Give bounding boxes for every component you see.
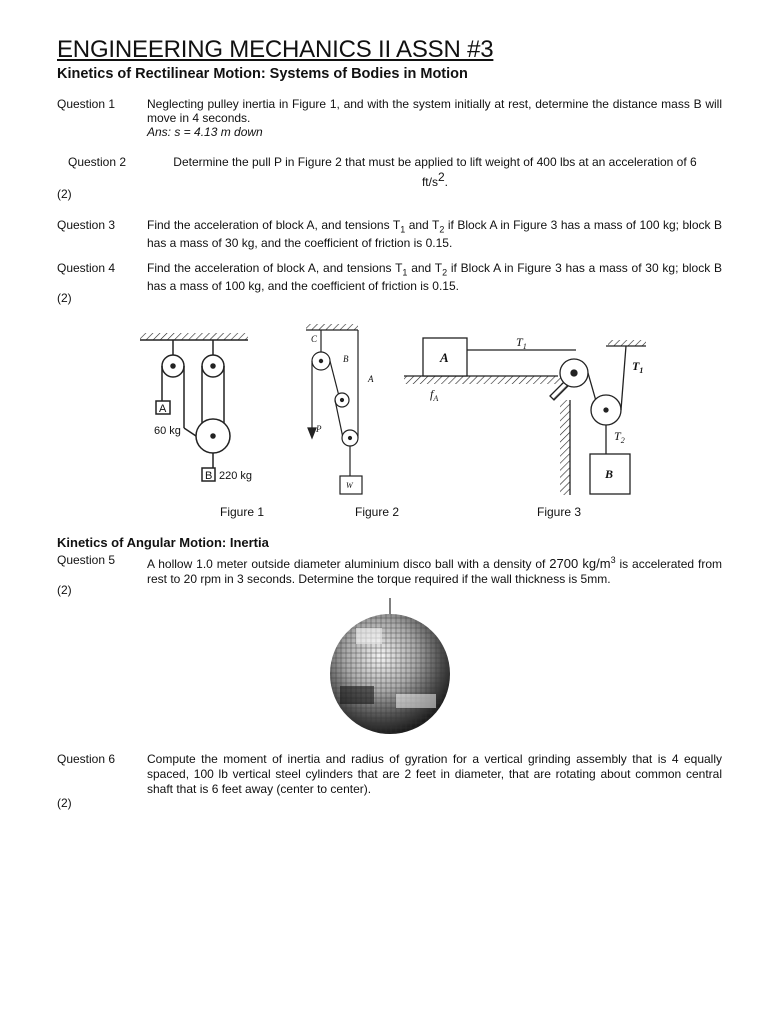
figure-3-label-t2: $T_2$	[614, 429, 625, 445]
figure-2-label-c: C	[311, 334, 318, 344]
question-2-period: .	[444, 175, 449, 189]
figure-3-label-t1-right: $T_1$	[632, 359, 644, 375]
figure-1-label-a: A	[159, 403, 167, 415]
question-1-label: Question 1	[57, 97, 116, 111]
figure-3-label-b: B	[605, 467, 614, 481]
question-4-label: Question 4	[57, 261, 116, 275]
question-2-text	[150, 155, 720, 190]
question-5-text-part1: A hollow 1.0 meter outside diameter aluminium disco ball with a density of	[147, 557, 550, 571]
figure-1-diagram	[140, 333, 248, 481]
figure-2-caption: Figure 2	[355, 505, 400, 519]
figure-1-caption: Figure 1	[220, 505, 265, 519]
question-6-text: Compute the moment of inertia and radius of gyration for a vertical grinding assembly that is 4 equally spaced, 100 lb vertical steel cylinders that are 2 feet in diameter, that are rotating about common central shaft that is 6 feet away (center to center).	[147, 752, 722, 796]
question-2-body: Determine the pull P in Figure 2 that must be applied to lift weight of 400 lbs at an acceleration of 6	[173, 155, 697, 169]
question-5-text-part2: is accelerated from rest to 20 rpm in 3 seconds. Determine the torque required if the wall thickness is 5mm.	[147, 557, 722, 586]
question-4-text-part3: if Block A in Figure 3 has a mass of 30 kg; block B has a mass of 100 kg, and the coefficient of friction is 0.15.	[147, 261, 722, 294]
figure-1-label-b: B	[205, 470, 213, 482]
question-4-text-part1: Find the acceleration of block A, and tensions T	[147, 261, 403, 275]
question-1-text	[147, 97, 722, 139]
question-5-label: Question 5	[57, 553, 116, 567]
question-5-density-exponent: 3	[610, 555, 616, 565]
figure-2-diagram	[306, 324, 362, 494]
question-3-text	[147, 218, 722, 250]
question-1-answer: Ans: s = 4.13 m down	[147, 125, 263, 139]
question-2-label: Question 2	[68, 155, 127, 169]
question-5-density: 2700 kg/m	[549, 556, 611, 571]
question-3-sub2: 2	[439, 224, 445, 235]
question-3-label: Question 3	[57, 218, 116, 232]
figure-1-mass-b: 220 kg	[219, 470, 253, 482]
disco-ball-image	[326, 598, 454, 738]
question-1-body: Neglecting pulley inertia in Figure 1, and with the system initially at rest, determine the distance mass B will move in 4 seconds.	[147, 97, 722, 125]
question-2-points: (2)	[57, 187, 72, 201]
question-6-label: Question 6	[57, 752, 116, 766]
figure-2-label-a: A	[368, 374, 374, 384]
question-4-sub2: 2	[442, 267, 448, 278]
question-3-text-part1: Find the acceleration of block A, and tensions T	[147, 218, 401, 232]
figure-3-label-t1-top: $T_1$	[516, 335, 527, 351]
question-5-text	[147, 553, 722, 587]
question-4-text	[147, 261, 722, 293]
question-4-text-part2: and T	[407, 261, 443, 275]
question-6-points: (2)	[57, 796, 72, 810]
question-2-unit-exponent: 2	[437, 170, 445, 184]
section-heading-angular: Kinetics of Angular Motion: Inertia	[57, 535, 269, 550]
question-3-text-part2: and T	[405, 218, 440, 232]
figure-2-label-b: B	[343, 354, 349, 364]
figure-1-mass-a: 60 kg	[154, 425, 181, 437]
figure-3-label-a: A	[440, 350, 449, 365]
question-4-sub1: 1	[402, 267, 408, 278]
question-3-text-part3: if Block A in Figure 3 has a mass of 100 kg; block B has a mass of 30 kg, and the coefficient of friction is 0.15.	[147, 218, 722, 251]
figures-illustration	[118, 318, 663, 506]
figure-3-label-fa: $f_A$	[430, 387, 439, 403]
figure-2-label-p: P	[316, 424, 322, 434]
figure-3-caption: Figure 3	[537, 505, 582, 519]
section-heading-rectilinear: Kinetics of Rectilinear Motion: Systems of Bodies in Motion	[57, 66, 468, 82]
question-4-points: (2)	[57, 291, 72, 305]
page-title: ENGINEERING MECHANICS II ASSN #3	[57, 36, 494, 63]
question-3-sub1: 1	[400, 224, 406, 235]
question-5-points: (2)	[57, 583, 72, 597]
figure-2-label-w: W	[346, 481, 353, 490]
question-2-unit: ft/s	[421, 175, 438, 189]
